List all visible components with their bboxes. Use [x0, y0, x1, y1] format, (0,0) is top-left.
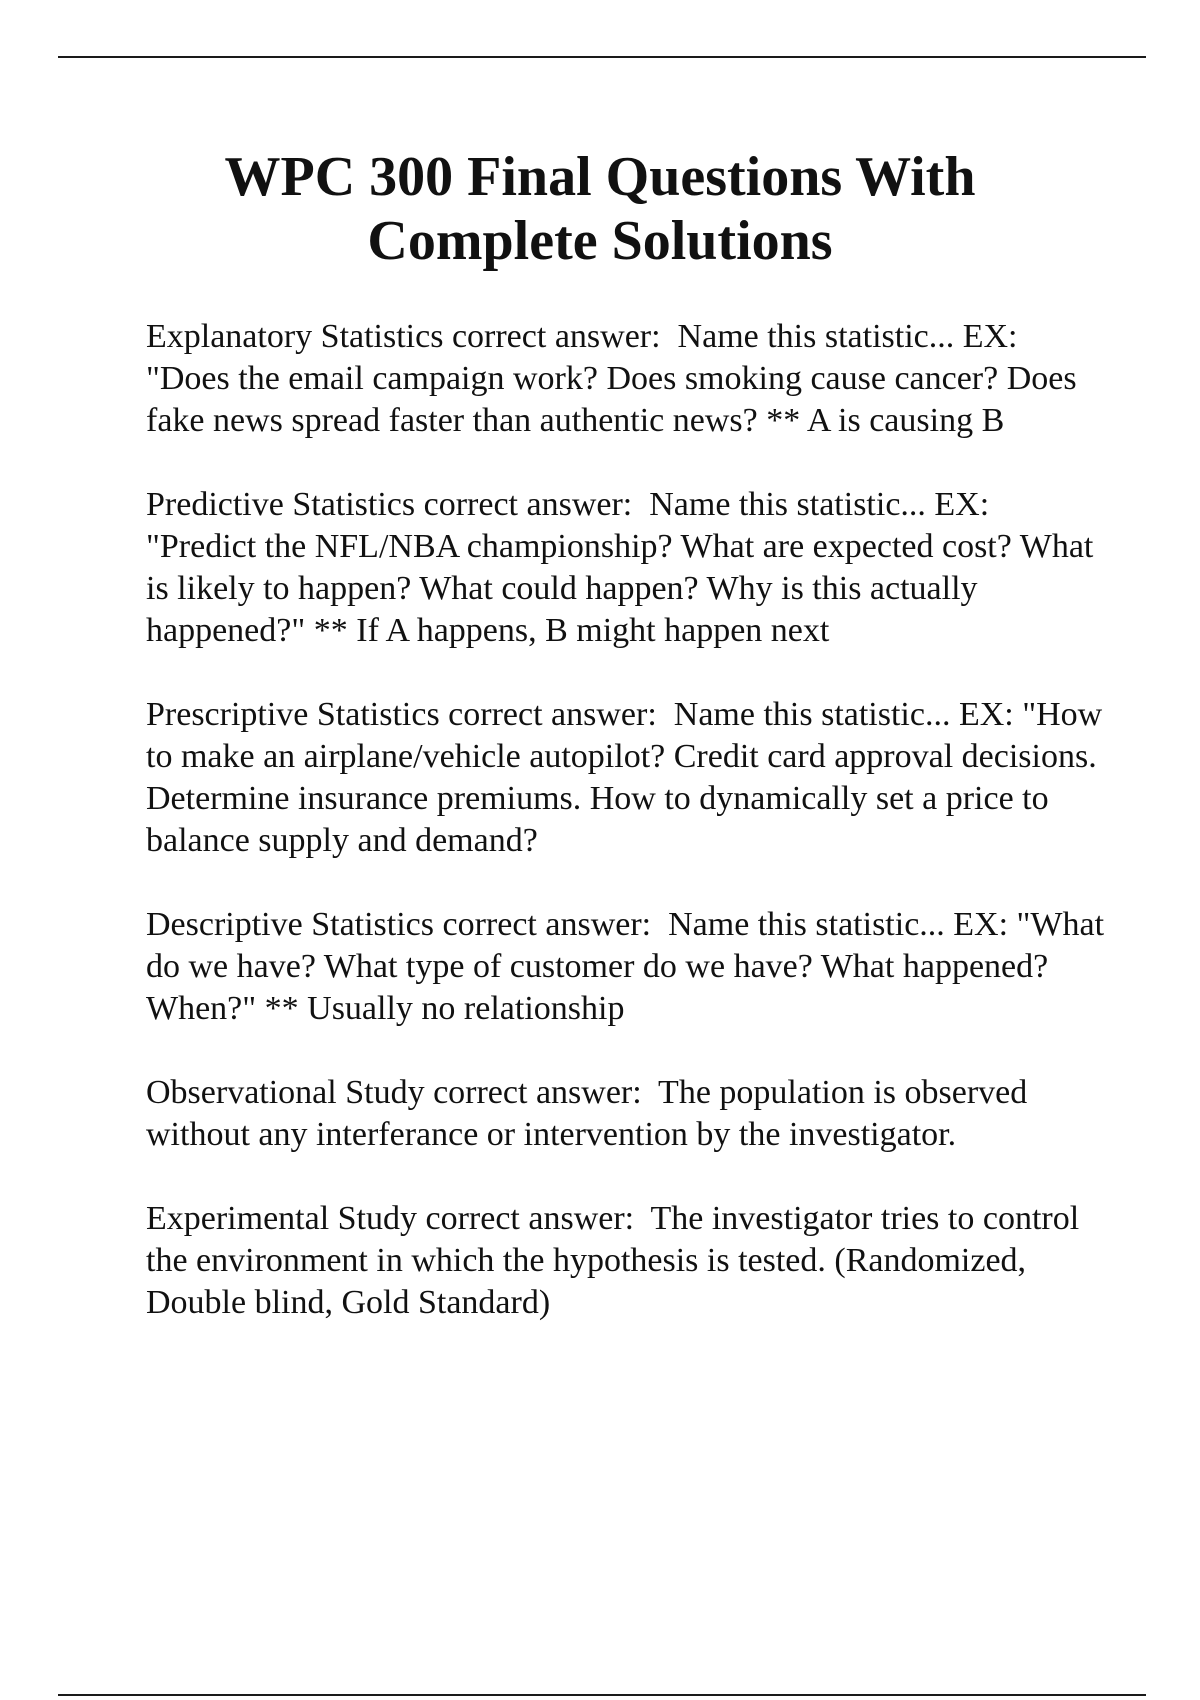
entry-explanatory-statistics: Explanatory Statistics correct answer: Name this statistic... EX: "Does the email campaign work? Does smoking cause cancer? Does fake news spread faster than authentic news? ** A is causing B: [146, 318, 1086, 439]
entry-predictive-statistics: Predictive Statistics correct answer: Name this statistic... EX: "Predict the NFL/NBA championship? What are expected cost? What is likely to happen? What could happen? Why is this actually happened?" ** If A happens, B might happen next: [146, 486, 1102, 649]
document-title: [0, 145, 1200, 273]
entry-observational-study: Observational Study correct answer: The population is observed without any interferance or intervention by the investigator.: [146, 1074, 1036, 1153]
entry-experimental-study: Experimental Study correct answer: The investigator tries to control the environment in which the hypothesis is tested. (Randomized, Double blind, Gold Standard): [146, 1200, 1088, 1321]
bottom-rule: [58, 1694, 1146, 1696]
entry-prescriptive-statistics: Prescriptive Statistics correct answer: Name this statistic... EX: "How to make an airplane/vehicle autopilot? Credit card approval decisions. Determine insurance premiums. How to dynamically set a price to balance supply and demand?: [146, 696, 1111, 859]
question-list: [146, 316, 1113, 1366]
document-title-line-1: WPC 300 Final Questions With: [224, 146, 976, 208]
entry-descriptive-statistics: Descriptive Statistics correct answer: Name this statistic... EX: "What do we have? What type of customer do we have? What happened? When?" ** Usually no relationship: [146, 906, 1113, 1027]
top-rule: [58, 56, 1146, 58]
document-title-line-2: Complete Solutions: [367, 210, 833, 272]
